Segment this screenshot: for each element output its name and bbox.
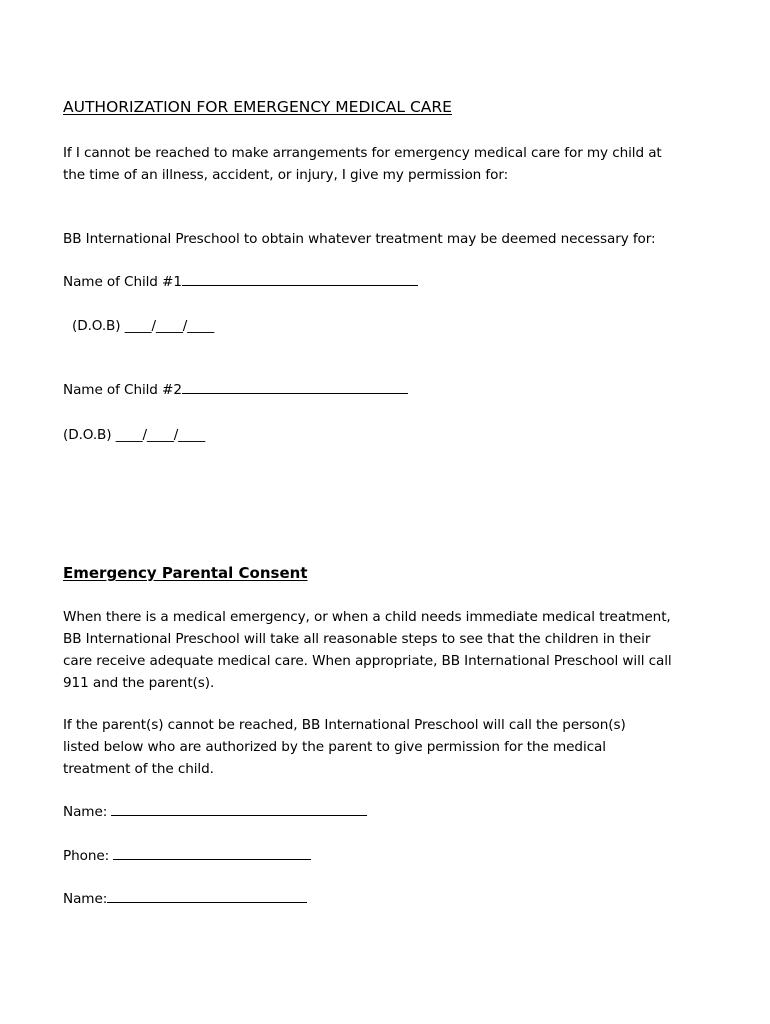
child1-label: Name of Child #1: [63, 274, 182, 290]
contact-phone-field[interactable]: [113, 845, 311, 860]
consent-heading: Emergency Parental Consent: [63, 564, 308, 582]
consent-line: listed below who are authorized by the parent to give permission for the medical: [63, 739, 606, 755]
name-label: Name:: [63, 891, 108, 907]
consent-line: If the parent(s) cannot be reached, BB International Preschool will call the person(s): [63, 717, 626, 733]
consent-line: When there is a medical emergency, or when a child needs immediate medical treatment,: [63, 609, 671, 625]
contact-name-field-2[interactable]: [107, 888, 307, 903]
permission-text: BB International Preschool to obtain whatever treatment may be deemed necessary for:: [63, 231, 656, 247]
intro-line: If I cannot be reached to make arrangements for emergency medical care for my child at: [63, 145, 662, 161]
contact-phone-row: [63, 845, 311, 867]
child2-dob[interactable]: (D.O.B) ____/____/____: [63, 427, 206, 443]
intro-line: the time of an illness, accident, or injury, I give my permission for:: [63, 167, 509, 183]
contact-name-field-1[interactable]: [111, 801, 367, 816]
phone-label: Phone:: [63, 848, 114, 864]
contact-name-row-2: [63, 888, 307, 910]
intro-paragraph: [63, 142, 713, 186]
child1-row: [63, 271, 418, 293]
consent-paragraph-2: [63, 714, 713, 780]
child2-name-field[interactable]: [182, 379, 408, 394]
child2-label: Name of Child #2: [63, 382, 182, 398]
child1-name-field[interactable]: [182, 271, 418, 286]
consent-line: care receive adequate medical care. When appropriate, BB International Preschool will call: [63, 653, 672, 669]
consent-paragraph-1: [63, 606, 713, 694]
consent-line: BB International Preschool will take all reasonable steps to see that the children in their: [63, 631, 651, 647]
child1-dob[interactable]: (D.O.B) ____/____/____: [72, 318, 215, 334]
consent-line: treatment of the child.: [63, 761, 214, 777]
consent-line: 911 and the parent(s).: [63, 675, 215, 691]
contact-name-row-1: [63, 801, 367, 823]
page-title: AUTHORIZATION FOR EMERGENCY MEDICAL CARE: [63, 98, 452, 116]
name-label: Name:: [63, 804, 112, 820]
child2-row: [63, 379, 408, 401]
